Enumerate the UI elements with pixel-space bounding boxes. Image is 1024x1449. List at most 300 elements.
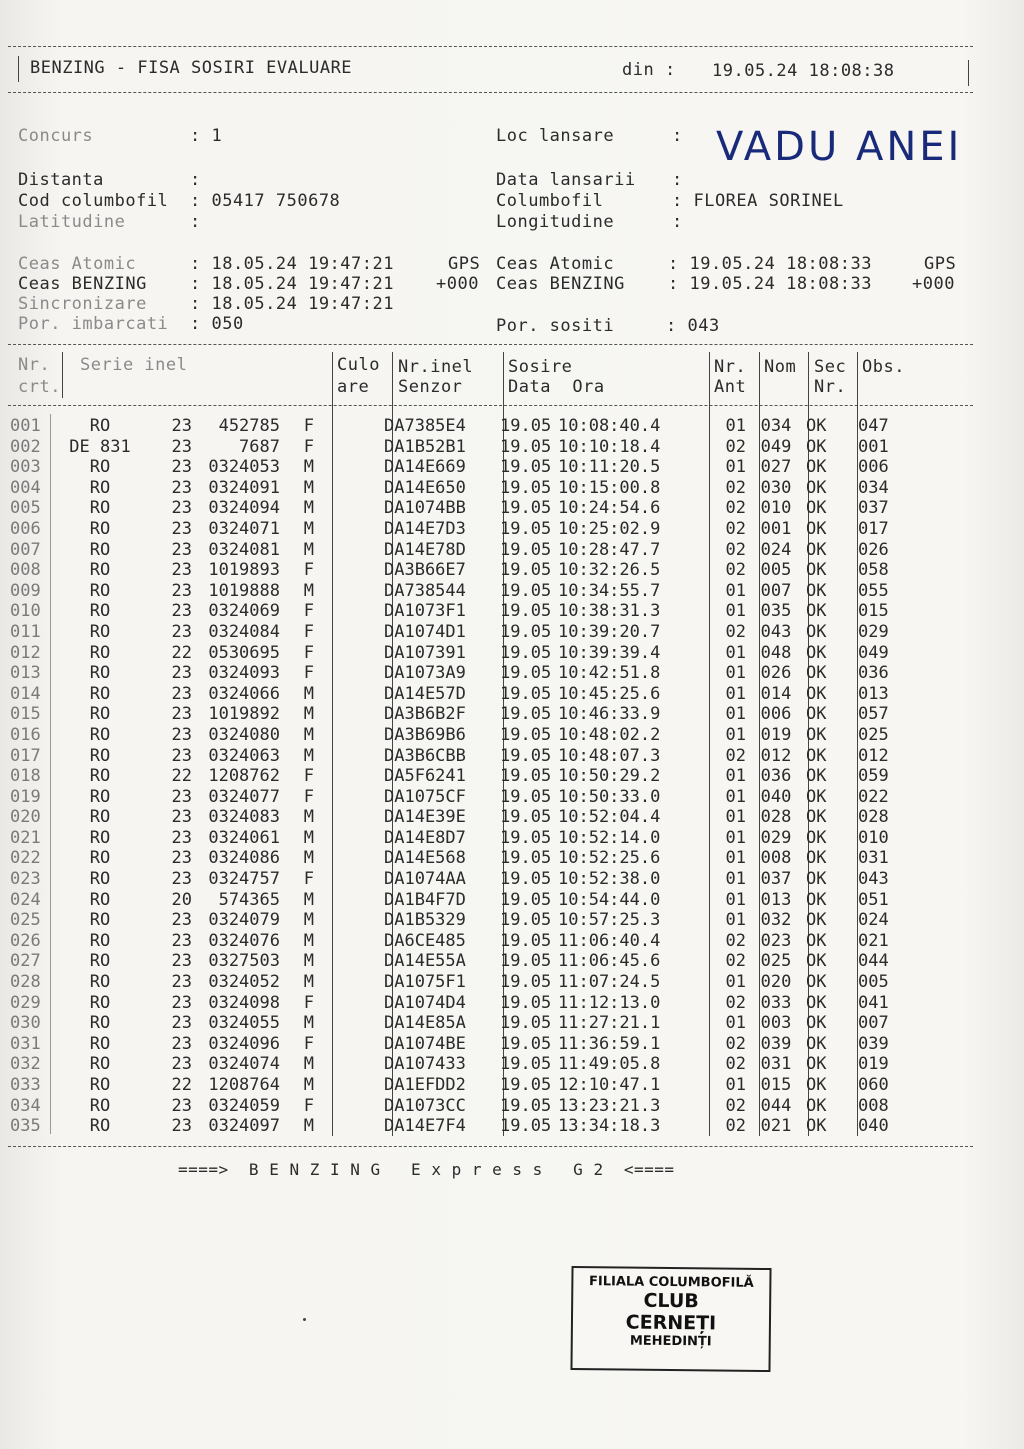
cell-ring-country: RO <box>89 1116 111 1137</box>
cell-ring-year: 23 <box>171 869 192 890</box>
cell-ring-year: 23 <box>171 498 192 519</box>
cell-sec-nr: OK <box>806 910 827 931</box>
cell-ring-number: 1208762 <box>208 766 280 787</box>
cell-nom: 037 <box>760 869 792 890</box>
cell-arrival-date: 19.05 <box>500 436 552 457</box>
table-row <box>8 993 908 1014</box>
cell-nom: 013 <box>760 889 792 910</box>
table-row <box>8 931 908 952</box>
header-top-rule <box>8 46 973 47</box>
cell-sec-nr: OK <box>806 992 827 1013</box>
cell-nr-crt: 030 <box>10 1013 41 1034</box>
cell-nom: 043 <box>760 621 792 642</box>
cell-culoare <box>324 601 384 622</box>
stamp-line-4: MEHEDINȚI <box>629 1333 712 1350</box>
col-nrinel-1: Nr.inel <box>398 357 474 377</box>
cell-nr-crt: 035 <box>10 1116 41 1137</box>
cell-obs: 060 <box>858 1075 889 1095</box>
cell-sec-nr: OK <box>806 1095 827 1116</box>
cell-culoare <box>324 725 384 746</box>
table-row <box>8 457 908 478</box>
cell-ring-year: 23 <box>171 827 192 848</box>
cell-ring-year: 23 <box>171 1054 192 1075</box>
cell-culoare <box>324 746 384 767</box>
cell-ring-year: 23 <box>171 704 192 725</box>
cell-nom: 034 <box>760 416 792 436</box>
cell-obs: 021 <box>858 930 889 951</box>
cell-ring-number: 0324052 <box>208 972 280 993</box>
cell-nom: 044 <box>760 1095 792 1116</box>
cell-nr-crt: 005 <box>10 498 41 519</box>
cell-sex: M <box>303 1013 314 1034</box>
cell-nom: 007 <box>760 580 792 601</box>
cell-sec-nr: OK <box>806 580 827 601</box>
cell-sec-nr: OK <box>806 560 827 581</box>
cell-arrival-time: 10:38:31.3 <box>558 601 661 622</box>
cell-ring-country: RO <box>89 786 111 807</box>
cell-sensor-ring: DA3B6B2F <box>384 704 466 725</box>
table-row <box>8 643 908 664</box>
cell-nr-ant: 01 <box>725 972 746 993</box>
cell-sensor-ring: DA5F6241 <box>384 766 466 787</box>
cell-ring-year: 23 <box>171 951 192 972</box>
cell-arrival-date: 19.05 <box>500 498 552 519</box>
cell-nr-ant: 02 <box>725 1095 746 1116</box>
right-ceas-benzing-label: Ceas BENZING <box>496 274 625 294</box>
cell-nom: 040 <box>760 786 792 807</box>
cell-nr-ant: 01 <box>725 889 746 910</box>
cell-sensor-ring: DA14E85A <box>384 1013 466 1034</box>
cell-nr-ant: 01 <box>725 724 746 745</box>
cell-nom: 039 <box>760 1033 792 1054</box>
cell-ring-country: RO <box>89 663 111 684</box>
cell-nr-ant: 02 <box>725 1054 746 1075</box>
cell-culoare <box>324 684 384 705</box>
cell-sex: M <box>303 1075 314 1095</box>
cell-obs: 044 <box>858 951 889 972</box>
cell-nr-ant: 01 <box>725 786 746 807</box>
cell-ring-country: RO <box>89 477 111 498</box>
cell-nom: 023 <box>760 930 792 951</box>
cell-arrival-date: 19.05 <box>500 560 552 581</box>
por-imbarcati-value: : 050 <box>190 314 244 334</box>
distanta-value: : <box>190 170 201 190</box>
cell-sex: M <box>303 498 314 519</box>
cell-arrival-date: 19.05 <box>500 1075 552 1095</box>
cell-nr-crt: 011 <box>10 621 41 642</box>
cell-ring-number: 0324059 <box>208 1095 280 1116</box>
cell-ring-country: RO <box>89 745 111 766</box>
cell-culoare <box>324 766 384 787</box>
table-row <box>8 1116 908 1137</box>
cell-obs: 037 <box>858 498 889 519</box>
stamp-line-2: CLUB <box>643 1289 699 1313</box>
col-nrant-2: Ant <box>714 377 747 397</box>
cell-arrival-date: 19.05 <box>500 704 552 725</box>
cell-ring-country: RO <box>89 518 111 539</box>
cell-ring-country: RO <box>89 642 111 663</box>
cell-nr-crt: 018 <box>10 766 41 787</box>
cell-arrival-time: 10:48:02.2 <box>558 724 661 745</box>
cell-ring-number: 1019893 <box>208 560 280 581</box>
cell-nom: 035 <box>760 601 792 622</box>
cell-ring-number: 0324093 <box>208 663 280 684</box>
table-row <box>8 766 908 787</box>
cell-nr-ant: 01 <box>725 910 746 931</box>
right-ceas-atomic-value: : 19.05.24 18:08:33 <box>668 254 872 274</box>
cell-nr-ant: 01 <box>725 807 746 828</box>
cell-arrival-date: 19.05 <box>500 518 552 539</box>
table-row <box>8 869 908 890</box>
cell-nom: 033 <box>760 992 792 1013</box>
cell-arrival-time: 10:52:04.4 <box>558 807 661 828</box>
cell-obs: 049 <box>858 642 889 663</box>
cell-sensor-ring: DA14E78D <box>384 539 466 560</box>
cell-obs: 025 <box>858 724 889 745</box>
left-ceas-atomic-suffix: GPS <box>448 254 481 274</box>
cell-ring-country: RO <box>89 1054 111 1075</box>
cell-sex: M <box>303 704 314 725</box>
cell-culoare <box>324 560 384 581</box>
cell-nom: 026 <box>760 663 792 684</box>
cell-nom: 025 <box>760 951 792 972</box>
cell-ring-country: RO <box>89 704 111 725</box>
columbofil-value: : FLOREA SORINEL <box>672 191 844 211</box>
cell-sensor-ring: DA14E8D7 <box>384 827 466 848</box>
cell-arrival-date: 19.05 <box>500 1116 552 1137</box>
cell-arrival-date: 19.05 <box>500 580 552 601</box>
cell-nom: 049 <box>760 436 792 457</box>
left-ceas-atomic-value: : 18.05.24 19:47:21 <box>190 254 394 274</box>
cell-nom: 031 <box>760 1054 792 1075</box>
cell-sec-nr: OK <box>806 1033 827 1054</box>
cell-ring-country: RO <box>89 560 111 581</box>
cell-ring-number: 0324091 <box>208 477 280 498</box>
cell-arrival-time: 10:39:39.4 <box>558 642 661 663</box>
cell-sensor-ring: DA14E650 <box>384 477 466 498</box>
cell-nom: 015 <box>760 1075 792 1095</box>
cell-arrival-time: 10:52:38.0 <box>558 869 661 890</box>
cell-sex: M <box>303 951 314 972</box>
cell-sec-nr: OK <box>806 1013 827 1034</box>
cell-nr-crt: 019 <box>10 786 41 807</box>
cell-nr-ant: 01 <box>725 1075 746 1095</box>
cell-culoare <box>324 622 384 643</box>
cell-sec-nr: OK <box>806 457 827 478</box>
cell-obs: 047 <box>858 416 889 436</box>
cell-sensor-ring: DA14E39E <box>384 807 466 828</box>
cell-arrival-date: 19.05 <box>500 869 552 890</box>
cell-sex: F <box>303 416 314 436</box>
cell-ring-number: 0324071 <box>208 518 280 539</box>
cell-ring-number: 0530695 <box>208 642 280 663</box>
cell-ring-number: 0324083 <box>208 807 280 828</box>
cell-sec-nr: OK <box>806 436 827 457</box>
cell-sex: F <box>303 560 314 581</box>
table-header-bottom-rule <box>8 405 973 406</box>
cell-nr-crt: 033 <box>10 1075 41 1095</box>
right-ceas-atomic-label: Ceas Atomic <box>496 254 615 274</box>
table-row <box>8 848 908 869</box>
cell-culoare <box>324 437 384 458</box>
cell-sec-nr: OK <box>806 621 827 642</box>
cell-arrival-time: 11:49:05.8 <box>558 1054 661 1075</box>
cell-ring-number: 0324063 <box>208 745 280 766</box>
cell-arrival-time: 11:06:40.4 <box>558 930 661 951</box>
cell-nom: 003 <box>760 1013 792 1034</box>
cell-ring-number: 0327503 <box>208 951 280 972</box>
cell-nom: 012 <box>760 745 792 766</box>
cell-obs: 041 <box>858 992 889 1013</box>
cell-ring-country: RO <box>89 992 111 1013</box>
cell-culoare <box>324 848 384 869</box>
cell-ring-number: 0324076 <box>208 930 280 951</box>
cell-ring-year: 23 <box>171 580 192 601</box>
cell-sensor-ring: DA107433 <box>384 1054 466 1075</box>
table-row <box>8 540 908 561</box>
cell-sex: M <box>303 539 314 560</box>
cell-ring-year: 23 <box>171 1116 192 1137</box>
cell-ring-country: RO <box>89 580 111 601</box>
table-row <box>8 890 908 911</box>
cell-ring-number: 0324757 <box>208 869 280 890</box>
cell-ring-country: RO <box>89 621 111 642</box>
cell-sensor-ring: DA3B66E7 <box>384 560 466 581</box>
cell-ring-number: 0324086 <box>208 848 280 869</box>
page-title: BENZING - FISA SOSIRI EVALUARE <box>30 58 353 78</box>
cell-nr-ant: 01 <box>725 766 746 787</box>
cell-obs: 059 <box>858 766 889 787</box>
table-row <box>8 601 908 622</box>
cell-arrival-time: 10:45:25.6 <box>558 683 661 704</box>
cell-sex: M <box>303 889 314 910</box>
cell-arrival-date: 19.05 <box>500 992 552 1013</box>
cell-arrival-time: 10:52:25.6 <box>558 848 661 869</box>
cell-obs: 006 <box>858 457 889 478</box>
cell-sec-nr: OK <box>806 724 827 745</box>
cell-arrival-time: 10:15:00.8 <box>558 477 661 498</box>
cell-ring-year: 23 <box>171 910 192 931</box>
cell-obs: 022 <box>858 786 889 807</box>
col-sosire-1: Sosire <box>508 357 573 377</box>
cell-ring-country: RO <box>89 889 111 910</box>
cell-nr-crt: 020 <box>10 807 41 828</box>
cell-nr-crt: 009 <box>10 580 41 601</box>
cell-ring-year: 23 <box>171 416 192 436</box>
cell-ring-country: RO <box>89 930 111 951</box>
cell-ring-year: 23 <box>171 807 192 828</box>
cell-nr-ant: 02 <box>725 951 746 972</box>
col-serie-inel: Serie inel <box>80 355 188 375</box>
concurs-value: : 1 <box>190 126 223 146</box>
cell-sex: M <box>303 848 314 869</box>
left-ceas-benzing-suffix: +000 <box>436 274 479 294</box>
cell-arrival-date: 19.05 <box>500 1054 552 1075</box>
cell-nom: 001 <box>760 518 792 539</box>
cell-ring-year: 22 <box>171 766 192 787</box>
cell-culoare <box>324 643 384 664</box>
table-row <box>8 951 908 972</box>
left-ceas-benzing-label: Ceas BENZING <box>18 274 147 294</box>
cell-sex: M <box>303 930 314 951</box>
cell-obs: 043 <box>858 869 889 890</box>
cell-ring-country: RO <box>89 724 111 745</box>
cell-ring-year: 23 <box>171 663 192 684</box>
right-ceas-benzing-value: : 19.05.24 18:08:33 <box>668 274 872 294</box>
club-stamp <box>570 1266 771 1372</box>
cell-sensor-ring: DA1B5329 <box>384 910 466 931</box>
cell-ring-country: RO <box>89 1033 111 1054</box>
distanta-label: Distanta <box>18 170 104 190</box>
cell-nr-ant: 02 <box>725 518 746 539</box>
cell-sensor-ring: DA1074BE <box>384 1033 466 1054</box>
cell-nom: 021 <box>760 1116 792 1137</box>
cell-obs: 005 <box>858 972 889 993</box>
cell-obs: 013 <box>858 683 889 704</box>
cell-ring-number: 0324094 <box>208 498 280 519</box>
cell-sex: F <box>303 992 314 1013</box>
cell-ring-country: RO <box>89 807 111 828</box>
cell-nr-crt: 024 <box>10 889 41 910</box>
cell-culoare <box>324 1116 384 1137</box>
table-row <box>8 560 908 581</box>
cell-ring-year: 23 <box>171 992 192 1013</box>
cell-culoare <box>324 416 384 437</box>
cell-arrival-time: 10:46:33.9 <box>558 704 661 725</box>
cell-nr-crt: 001 <box>10 416 41 436</box>
cell-nr-crt: 008 <box>10 560 41 581</box>
loc-lansare-label: Loc lansare <box>496 126 615 146</box>
sep-nr-header <box>62 352 63 398</box>
cell-sec-nr: OK <box>806 745 827 766</box>
footer-brand: ====> B E N Z I N G E x p r e s s G 2 <==== <box>178 1160 675 1179</box>
header-left-edge <box>18 56 19 82</box>
cell-sensor-ring: DA1075F1 <box>384 972 466 993</box>
cell-sensor-ring: DA14E669 <box>384 457 466 478</box>
cell-arrival-time: 10:11:20.5 <box>558 457 661 478</box>
table-row <box>8 787 908 808</box>
left-ceas-benzing-value: : 18.05.24 19:47:21 <box>190 274 394 294</box>
columbofil-label: Columbofil <box>496 191 604 211</box>
cell-sex: F <box>303 601 314 622</box>
table-row <box>8 1034 908 1055</box>
table-row <box>8 746 908 767</box>
cell-sex: M <box>303 580 314 601</box>
cell-ring-number: 0324077 <box>208 786 280 807</box>
cell-arrival-time: 13:23:21.3 <box>558 1095 661 1116</box>
cell-sec-nr: OK <box>806 518 827 539</box>
cell-sec-nr: OK <box>806 930 827 951</box>
cell-ring-number: 0324096 <box>208 1033 280 1054</box>
cell-nr-crt: 029 <box>10 992 41 1013</box>
cell-nr-ant: 01 <box>725 642 746 663</box>
cell-sensor-ring: DA14E7D3 <box>384 518 466 539</box>
cell-nr-crt: 026 <box>10 930 41 951</box>
concurs-label: Concurs <box>18 126 94 146</box>
cell-nr-ant: 02 <box>725 539 746 560</box>
cell-sec-nr: OK <box>806 1054 827 1075</box>
cell-arrival-time: 11:27:21.1 <box>558 1013 661 1034</box>
cell-culoare <box>324 828 384 849</box>
cell-ring-number: 0324084 <box>208 621 280 642</box>
cell-arrival-date: 19.05 <box>500 683 552 704</box>
cell-arrival-date: 19.05 <box>500 457 552 478</box>
table-row <box>8 498 908 519</box>
cell-sec-nr: OK <box>806 766 827 787</box>
cell-nom: 005 <box>760 560 792 581</box>
cell-sensor-ring: DA1073A9 <box>384 663 466 684</box>
cell-sex: M <box>303 745 314 766</box>
cell-sensor-ring: DA14E568 <box>384 848 466 869</box>
cell-sec-nr: OK <box>806 827 827 848</box>
table-row <box>8 1096 908 1117</box>
cell-ring-country: RO <box>89 848 111 869</box>
cell-nr-ant: 01 <box>725 601 746 622</box>
cell-culoare <box>324 1096 384 1117</box>
cell-arrival-time: 10:08:40.4 <box>558 416 661 436</box>
cell-ring-country: RO <box>89 972 111 993</box>
cell-sec-nr: OK <box>806 1116 827 1137</box>
cell-sec-nr: OK <box>806 416 827 436</box>
cell-arrival-time: 10:52:14.0 <box>558 827 661 848</box>
loc-lansare-handwritten: VADU ANEI <box>716 124 963 170</box>
cell-ring-number: 0324069 <box>208 601 280 622</box>
cell-sex: M <box>303 518 314 539</box>
latitudine-label: Latitudine <box>18 212 126 232</box>
cell-arrival-date: 19.05 <box>500 724 552 745</box>
cell-sex: M <box>303 477 314 498</box>
cell-culoare <box>324 519 384 540</box>
cell-nr-ant: 02 <box>725 477 746 498</box>
cell-ring-number: 1019888 <box>208 580 280 601</box>
cell-ring-number: 0324074 <box>208 1054 280 1075</box>
cell-ring-country: RO <box>89 683 111 704</box>
cod-columbofil-label: Cod columbofil <box>18 191 169 211</box>
cell-arrival-time: 10:24:54.6 <box>558 498 661 519</box>
cell-ring-year: 23 <box>171 724 192 745</box>
cell-nr-ant: 01 <box>725 1013 746 1034</box>
cell-culoare <box>324 931 384 952</box>
cell-nom: 029 <box>760 827 792 848</box>
paper-speck <box>303 1318 306 1321</box>
cell-arrival-date: 19.05 <box>500 1095 552 1116</box>
cell-sec-nr: OK <box>806 869 827 890</box>
cell-ring-country: DE 831 <box>69 436 131 457</box>
cell-nr-crt: 007 <box>10 539 41 560</box>
cell-sex: M <box>303 807 314 828</box>
col-culo-1: Culo <box>337 355 380 375</box>
cell-sex: F <box>303 1033 314 1054</box>
cell-ring-country: RO <box>89 1013 111 1034</box>
cell-obs: 029 <box>858 621 889 642</box>
table-row <box>8 807 908 828</box>
cell-ring-year: 23 <box>171 560 192 581</box>
cell-ring-country: RO <box>89 827 111 848</box>
cell-arrival-date: 19.05 <box>500 972 552 993</box>
cell-nr-crt: 034 <box>10 1095 41 1116</box>
cell-culoare <box>324 951 384 972</box>
header-right-edge <box>968 60 969 86</box>
cell-nr-ant: 02 <box>725 621 746 642</box>
cell-nr-crt: 017 <box>10 745 41 766</box>
cell-obs: 007 <box>858 1013 889 1034</box>
cell-nr-ant: 01 <box>725 827 746 848</box>
cell-sensor-ring: DA1074BB <box>384 498 466 519</box>
sincronizare-value: : 18.05.24 19:47:21 <box>190 294 394 314</box>
cell-ring-country: RO <box>89 1075 111 1095</box>
cell-sec-nr: OK <box>806 704 827 725</box>
cell-ring-number: 452785 <box>218 416 280 436</box>
